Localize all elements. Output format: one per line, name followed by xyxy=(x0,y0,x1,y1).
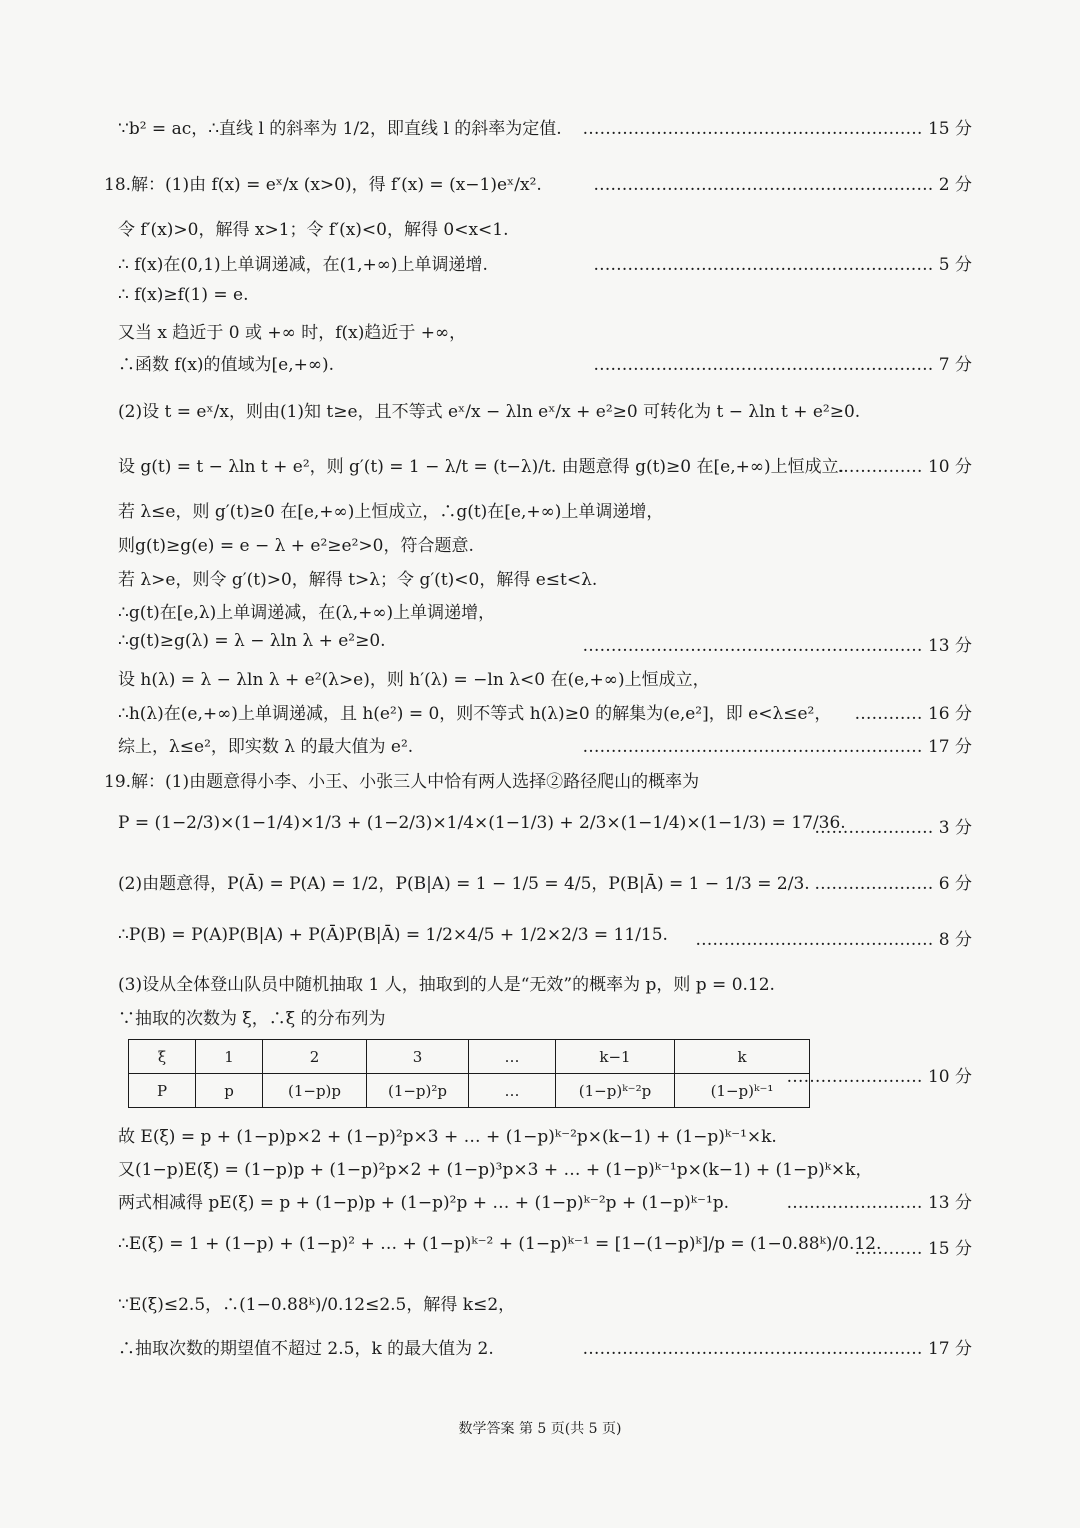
table-cell: k−1 xyxy=(556,1040,675,1074)
table-row xyxy=(129,1040,810,1074)
score-4: …………………………………………………… 5 分 xyxy=(593,255,972,275)
score-16: ………… 16 分 xyxy=(854,704,972,724)
line-11: 则g(t)≥g(e) = e − λ + e²≥e²>0，符合题意. xyxy=(118,536,474,556)
score-21: …………………………………… 8 分 xyxy=(695,930,972,950)
table-cell: p xyxy=(196,1074,263,1108)
line-21: ∴P(B) = P(A)P(B|A) + P(Ā)P(B|Ā) = 1/2×4/5 + 1/2×2/3 = 11/15. xyxy=(118,925,668,945)
score-19: ………………… 3 分 xyxy=(814,818,972,838)
line-16: ∴h(λ)在(e,+∞)上单调递减，且 h(e²) = 0，则不等式 h(λ)≥0 的解集为(e,e²]，即 e<λ≤e²， xyxy=(118,704,832,724)
line-6: 又当 x 趋近于 0 或 +∞ 时，f(x)趋近于 +∞， xyxy=(118,323,467,343)
line-14: ∴g(t)≥g(λ) = λ − λln λ + e²≥0. xyxy=(118,631,386,651)
score-14: …………………………………………………… 13 分 xyxy=(582,636,972,656)
score-17: …………………………………………………… 17 分 xyxy=(582,737,972,757)
table-cell: k xyxy=(675,1040,810,1074)
score-2: …………………………………………………… 2 分 xyxy=(593,175,972,195)
table-cell: … xyxy=(469,1040,556,1074)
score-7: …………………………………………………… 7 分 xyxy=(593,355,972,375)
line-12: 若 λ>e，则令 g′(t)>0，解得 t>λ；令 g′(t)<0，解得 e≤t<λ. xyxy=(118,570,598,590)
score-20: ………………… 6 分 xyxy=(814,874,972,894)
line-22: (3)设从全体登山队员中随机抽取 1 人，抽取到的人是“无效”的概率为 p，则 p = 0.12. xyxy=(118,975,775,995)
line-19: P = (1−2/3)×(1−1/4)×1/3 + (1−2/3)×1/4×(1−1/3) + 2/3×(1−1/4)×(1−1/3) = 17/36. xyxy=(118,813,846,833)
table-cell: (1−p)ᵏ⁻²p xyxy=(556,1074,675,1108)
table-cell: 2 xyxy=(263,1040,367,1074)
table-cell: (1−p)²p xyxy=(367,1074,469,1108)
distribution-table xyxy=(128,1039,810,1108)
line-17: 综上，λ≤e²，即实数 λ 的最大值为 e². xyxy=(118,737,414,757)
line-18: 19.解：(1)由题意得小李、小王、小张三人中恰有两人选择②路径爬山的概率为 xyxy=(104,772,700,792)
line-10: 若 λ≤e，则 g′(t)≥0 在[e,+∞)上恒成立，∴g(t)在[e,+∞)上单调递增， xyxy=(118,502,664,522)
line-4: ∴ f(x)在(0,1)上单调递减，在(1,+∞)上单调递增. xyxy=(118,255,488,275)
line-20: (2)由题意得，P(Ā) = P(A) = 1/2，P(B|A) = 1 − 1/5 = 4/5，P(B|Ā) = 1 − 1/3 = 2/3. xyxy=(118,874,810,894)
page-footer: 数学答案 第 5 页(共 5 页) xyxy=(458,1421,622,1437)
table-row xyxy=(129,1074,810,1108)
line-7: ∴函数 f(x)的值域为[e,+∞). xyxy=(118,355,335,375)
score-27: ………… 15 分 xyxy=(854,1239,972,1259)
line-13: ∴g(t)在[e,λ)上单调递减，在(λ,+∞)上单调递增， xyxy=(118,603,496,623)
line-5: ∴ f(x)≥f(1) = e. xyxy=(118,285,249,305)
score-26: …………………… 13 分 xyxy=(786,1193,972,1213)
line-3: 令 f′(x)>0，解得 x>1；令 f′(x)<0，解得 0<x<1. xyxy=(118,220,509,240)
line-27: ∴E(ξ) = 1 + (1−p) + (1−p)² + … + (1−p)ᵏ⁻² + (1−p)ᵏ⁻¹ = [1−(1−p)ᵏ]/p = (1−0.88ᵏ)/0.12. xyxy=(118,1234,882,1254)
score-29: …………………………………………………… 17 分 xyxy=(582,1339,972,1359)
score-1: …………………………………………………… 15 分 xyxy=(582,119,972,139)
table-score: …………………… 10 分 xyxy=(786,1067,972,1087)
line-29: ∴抽取次数的期望值不超过 2.5，k 的最大值为 2. xyxy=(118,1339,494,1359)
line-2: 18.解：(1)由 f(x) = eˣ/x (x>0)，得 f′(x) = (x−1)eˣ/x². xyxy=(104,175,542,195)
line-28: ∵E(ξ)≤2.5，∴(1−0.88ᵏ)/0.12≤2.5，解得 k≤2， xyxy=(118,1295,516,1315)
line-1: ∵b² = ac，∴直线 l 的斜率为 1/2，即直线 l 的斜率为定值. xyxy=(118,119,562,139)
score-9: …………… 10 分 xyxy=(837,457,972,477)
line-8: (2)设 t = eˣ/x，则由(1)知 t≥e，且不等式 eˣ/x − λln eˣ/x + e²≥0 可转化为 t − λln t + e²≥0. xyxy=(118,402,861,422)
line-9: 设 g(t) = t − λln t + e²，则 g′(t) = 1 − λ/t = (t−λ)/t. 由题意得 g(t)≥0 在[e,+∞)上恒成立. xyxy=(118,457,845,477)
table-cell: … xyxy=(469,1074,556,1108)
table-cell: (1−p)p xyxy=(263,1074,367,1108)
table-cell: 1 xyxy=(196,1040,263,1074)
table-cell: ξ xyxy=(129,1040,196,1074)
table-cell: (1−p)ᵏ⁻¹ xyxy=(675,1074,810,1108)
line-24: 故 E(ξ) = p + (1−p)p×2 + (1−p)²p×3 + … + (1−p)ᵏ⁻²p×(k−1) + (1−p)ᵏ⁻¹×k. xyxy=(118,1127,777,1147)
line-26: 两式相减得 pE(ξ) = p + (1−p)p + (1−p)²p + … + (1−p)ᵏ⁻²p + (1−p)ᵏ⁻¹p. xyxy=(118,1193,730,1213)
table-cell: 3 xyxy=(367,1040,469,1074)
line-23: ∵抽取的次数为 ξ，∴ξ 的分布列为 xyxy=(118,1009,386,1029)
line-15: 设 h(λ) = λ − λln λ + e²(λ>e)，则 h′(λ) = −ln λ<0 在(e,+∞)上恒成立， xyxy=(118,670,710,690)
table-cell: P xyxy=(129,1074,196,1108)
line-25: 又(1−p)E(ξ) = (1−p)p + (1−p)²p×2 + (1−p)³p×3 + … + (1−p)ᵏ⁻¹p×(k−1) + (1−p)ᵏ×k， xyxy=(118,1160,873,1180)
